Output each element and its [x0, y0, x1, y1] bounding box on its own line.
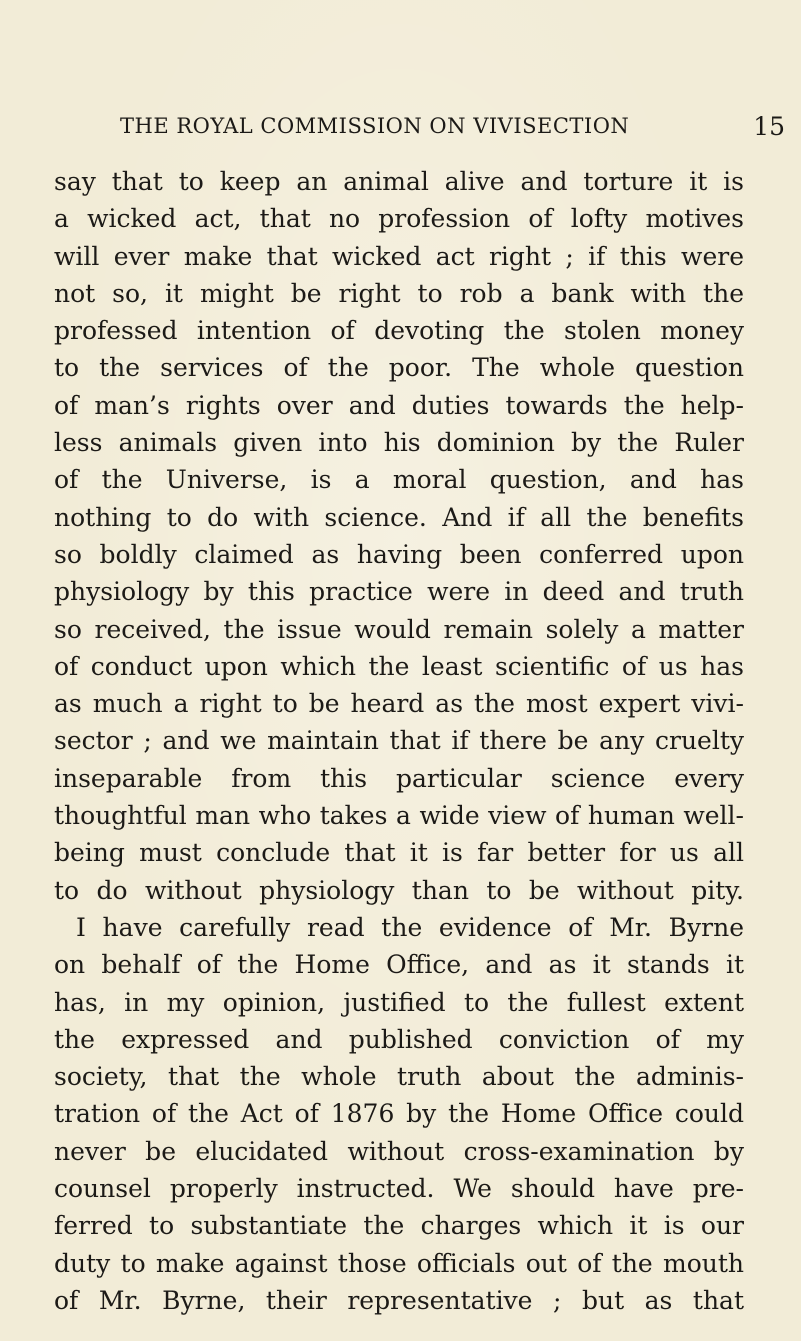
body-text: [54, 163, 744, 1319]
text-line: to do without physiology than to be without pity.: [54, 875, 744, 905]
text-line: not so, it might be right to rob a bank with the: [54, 278, 744, 308]
text-line: a wicked act, that no profession of lofty motives: [54, 204, 744, 234]
running-head: THE ROYAL COMMISSION ON VIVISECTION: [120, 114, 630, 138]
text-line: nothing to do with science. And if all the benefits: [54, 502, 744, 532]
text-line: will ever make that wicked act right ; if this were: [54, 241, 744, 271]
page-number: 15: [753, 111, 785, 141]
text-line: professed intention of devoting the stolen money: [54, 316, 744, 346]
text-line: being must conclude that it is far better for us all: [54, 838, 744, 868]
text-line: duty to make against those officials out of the mouth: [54, 1248, 744, 1278]
text-line: of man’s rights over and duties towards the help-: [54, 390, 744, 420]
text-line: counsel properly instructed. We should have pre-: [54, 1174, 744, 1204]
text-line: so boldly claimed as having been conferred upon: [54, 539, 744, 569]
page-header: [120, 106, 790, 146]
text-line: sector ; and we maintain that if there be any cruelty: [54, 726, 744, 756]
text-line: inseparable from this particular science every: [54, 763, 744, 793]
text-line: the expressed and published conviction of my: [54, 1024, 744, 1054]
text-line: never be elucidated without cross-examination by: [54, 1136, 744, 1166]
text-line: thoughtful man who takes a wide view of human well-: [54, 801, 744, 831]
paragraph-start-line: I have carefully read the evidence of Mr. Byrne: [76, 912, 744, 942]
text-line: tration of the Act of 1876 by the Home Office could: [54, 1099, 744, 1129]
text-line: on behalf of the Home Office, and as it stands it: [54, 950, 744, 980]
text-line: say that to keep an animal alive and torture it is: [54, 167, 744, 196]
text-line: as much a right to be heard as the most expert vivi-: [54, 689, 744, 719]
text-line: so received, the issue would remain solely a matter: [54, 614, 744, 644]
text-line: has, in my opinion, justified to the fullest extent: [54, 987, 744, 1017]
text-line: to the services of the poor. The whole question: [54, 353, 744, 383]
text-line: of the Universe, is a moral question, and has: [54, 465, 744, 495]
text-line: ferred to substantiate the charges which it is our: [54, 1211, 744, 1241]
text-line: physiology by this practice were in deed and truth: [54, 577, 744, 607]
text-line: of conduct upon which the least scientific of us has: [54, 651, 744, 681]
text-line: society, that the whole truth about the adminis-: [54, 1062, 744, 1092]
text-line: less animals given into his dominion by the Ruler: [54, 428, 744, 458]
text-line: of Mr. Byrne, their representative ; but as that: [54, 1285, 744, 1315]
